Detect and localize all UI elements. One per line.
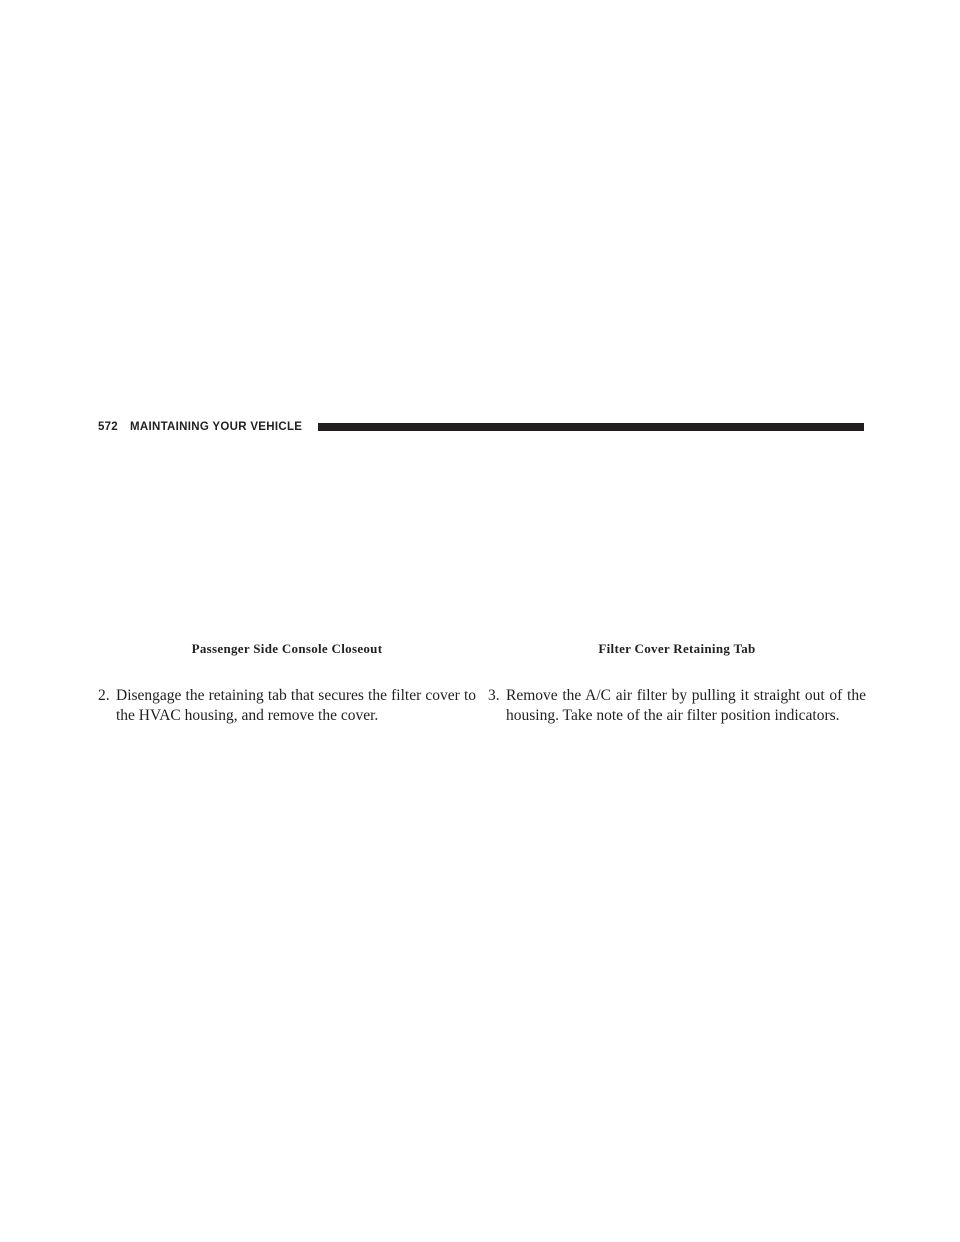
page-number: 572 bbox=[98, 421, 118, 433]
figure-passenger-side-console-closeout bbox=[98, 445, 476, 635]
figure-filter-cover-retaining-tab bbox=[488, 445, 866, 635]
step-item-2 bbox=[98, 686, 476, 726]
step-item-3 bbox=[488, 686, 866, 726]
step-text: Disengage the retaining tab that secures the filter cover to the HVAC housing, and remove the cover. bbox=[116, 687, 476, 724]
section-title: MAINTAINING YOUR VEHICLE bbox=[130, 421, 303, 433]
page-header bbox=[98, 419, 864, 435]
header-rule bbox=[318, 423, 864, 431]
step-text: Remove the A/C air filter by pulling it straight out of the housing. Take note of the air filter position indicators. bbox=[506, 687, 866, 724]
step-number: 3. bbox=[488, 687, 500, 704]
step-number: 2. bbox=[98, 687, 110, 704]
figure-caption-right: Filter Cover Retaining Tab bbox=[598, 641, 756, 656]
figure-caption-left: Passenger Side Console Closeout bbox=[191, 641, 383, 656]
